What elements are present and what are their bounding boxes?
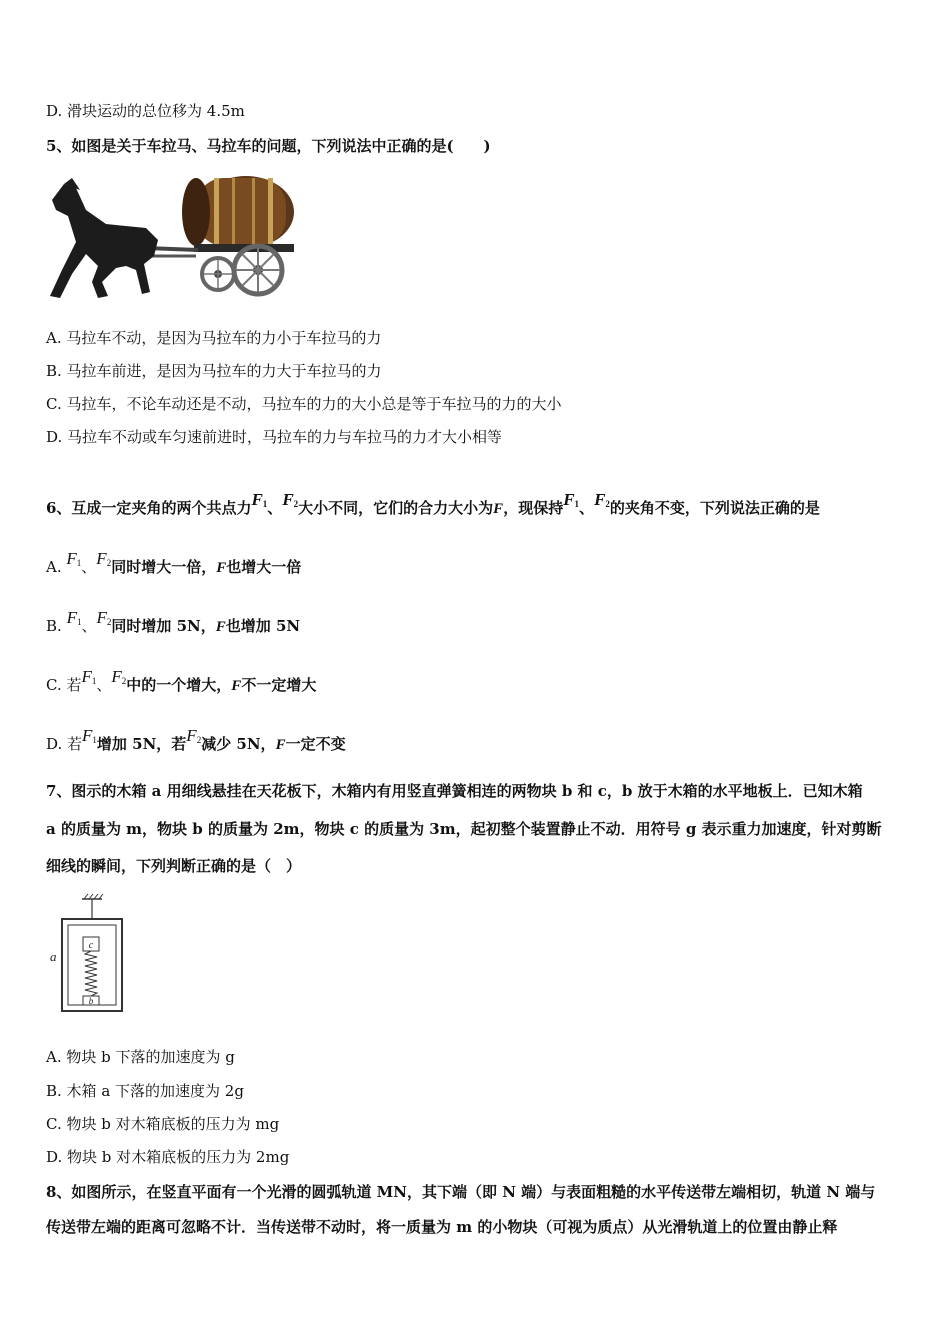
- q6-option-b: [46, 608, 910, 639]
- option-text: 也增大一倍: [226, 558, 302, 576]
- q7-option-a: A. 物块 b 下落的加速度为 g: [46, 1048, 235, 1066]
- q4-option-d: D. 滑块运动的总位移为 4.5m: [46, 102, 245, 120]
- f-symbol: F: [275, 737, 286, 753]
- q7-stem-line-3: 细线的瞬间，下列判断正确的是（ ）: [46, 857, 302, 875]
- f-symbol: F: [231, 678, 242, 694]
- f2-symbol: $F_2$: [594, 490, 610, 509]
- option-label: A.: [46, 558, 62, 576]
- f2-symbol: $F_2$: [282, 490, 299, 509]
- q5-option-c: C. 马拉车，不论车动还是不动，马拉车的力的大小总是等于车拉马的力的大小: [46, 395, 562, 413]
- block-b-label: b: [88, 996, 94, 1006]
- separator: 、: [96, 676, 112, 694]
- q8-stem-line-1: 8、如图所示，在竖直平面有一个光滑的圆弧轨道 MN，其下端（即 N 端）与表面粗糙的水平传送带左端相切，轨道 N 端与: [46, 1183, 876, 1201]
- box-a-label: a: [50, 949, 57, 964]
- q5-option-b: B. 马拉车前进，是因为马拉车的力大于车拉马的力: [46, 362, 382, 380]
- q7-option-c: C. 物块 b 对木箱底板的压力为 mg: [46, 1115, 280, 1133]
- f-symbol: F: [493, 501, 504, 517]
- separator: 、: [579, 499, 595, 517]
- q5-stem: 5、如图是关于车拉马、马拉车的问题，下列说法中正确的是( ): [46, 137, 491, 155]
- option-text: 一定不变: [285, 735, 346, 753]
- f-symbol: F: [216, 560, 227, 576]
- f2-symbol: $F_2$: [96, 549, 112, 568]
- separator: 、: [267, 499, 283, 517]
- box-spring-diagram: [46, 893, 136, 1017]
- q6-stem-prefix: 6、互成一定夹角的两个共点力: [46, 499, 252, 517]
- q6-option-a: [46, 549, 910, 580]
- box-spring-figure: [46, 893, 136, 1017]
- horse-cart-illustration: [46, 170, 298, 308]
- q6-option-d: [46, 726, 910, 757]
- q5-option-d: D. 马拉车不动或车匀速前进时，马拉车的力与车拉马的力才大小相等: [46, 428, 503, 446]
- q6-stem-mid2: ，现保持: [503, 499, 564, 517]
- q7-option-b: B. 木箱 a 下落的加速度为 2g: [46, 1082, 244, 1100]
- q7-option-d: D. 物块 b 对木箱底板的压力为 2mg: [46, 1148, 290, 1166]
- block-c-label: c: [88, 940, 94, 951]
- option-label: C. 若: [46, 676, 82, 694]
- f1-symbol: $F_1$: [563, 490, 580, 509]
- option-text: 增加 5N，若: [96, 735, 187, 753]
- f1-symbol: $F_1$: [66, 608, 82, 627]
- f1-symbol: $F_1$: [66, 549, 82, 568]
- f2-symbol: $F_2$: [186, 726, 202, 745]
- separator: 、: [81, 558, 97, 576]
- option-text: 同时增加 5N，: [111, 617, 216, 635]
- f2-symbol: $F_2$: [96, 608, 112, 627]
- f-symbol: F: [215, 619, 226, 635]
- f1-symbol: $F_1$: [81, 667, 97, 686]
- q6-stem: [46, 490, 910, 521]
- q6-stem-mid1: 大小不同，它们的合力大小为: [298, 499, 494, 517]
- q7-stem-line-2: a 的质量为 m，物块 b 的质量为 2m，物块 c 的质量为 3m，起初整个装置静止不动．用符号 g 表示重力加速度，针对剪断: [46, 820, 882, 838]
- q6-option-c: [46, 667, 910, 698]
- q5-option-a: A. 马拉车不动，是因为马拉车的力小于车拉马的力: [46, 329, 382, 347]
- f2-symbol: $F_2$: [111, 667, 127, 686]
- option-text: 同时增大一倍，: [111, 558, 217, 576]
- option-label: B.: [46, 617, 62, 635]
- q7-stem-line-1: 7、图示的木箱 a 用细线悬挂在天花板下，木箱内有用竖直弹簧相连的两物块 b 和 c，b 放于木箱的水平地板上．已知木箱: [46, 782, 863, 800]
- separator: 、: [81, 617, 97, 635]
- option-text: 也增加 5N: [225, 617, 301, 635]
- f1-symbol: $F_1$: [82, 726, 97, 745]
- option-label: D. 若: [46, 735, 83, 753]
- option-text: 不一定增大: [241, 676, 317, 694]
- option-text: 减少 5N，: [201, 735, 276, 753]
- q6-stem-suffix: 的夹角不变，下列说法正确的是: [609, 499, 820, 517]
- q8-stem-line-2: 传送带左端的距离可忽略不计．当传送带不动时，将一质量为 m 的小物块（可视为质点）从光滑轨道上的位置由静止释: [46, 1218, 838, 1236]
- f1-symbol: $F_1$: [251, 490, 268, 509]
- option-text: 中的一个增大，: [126, 676, 232, 694]
- horse-cart-figure: [46, 170, 298, 308]
